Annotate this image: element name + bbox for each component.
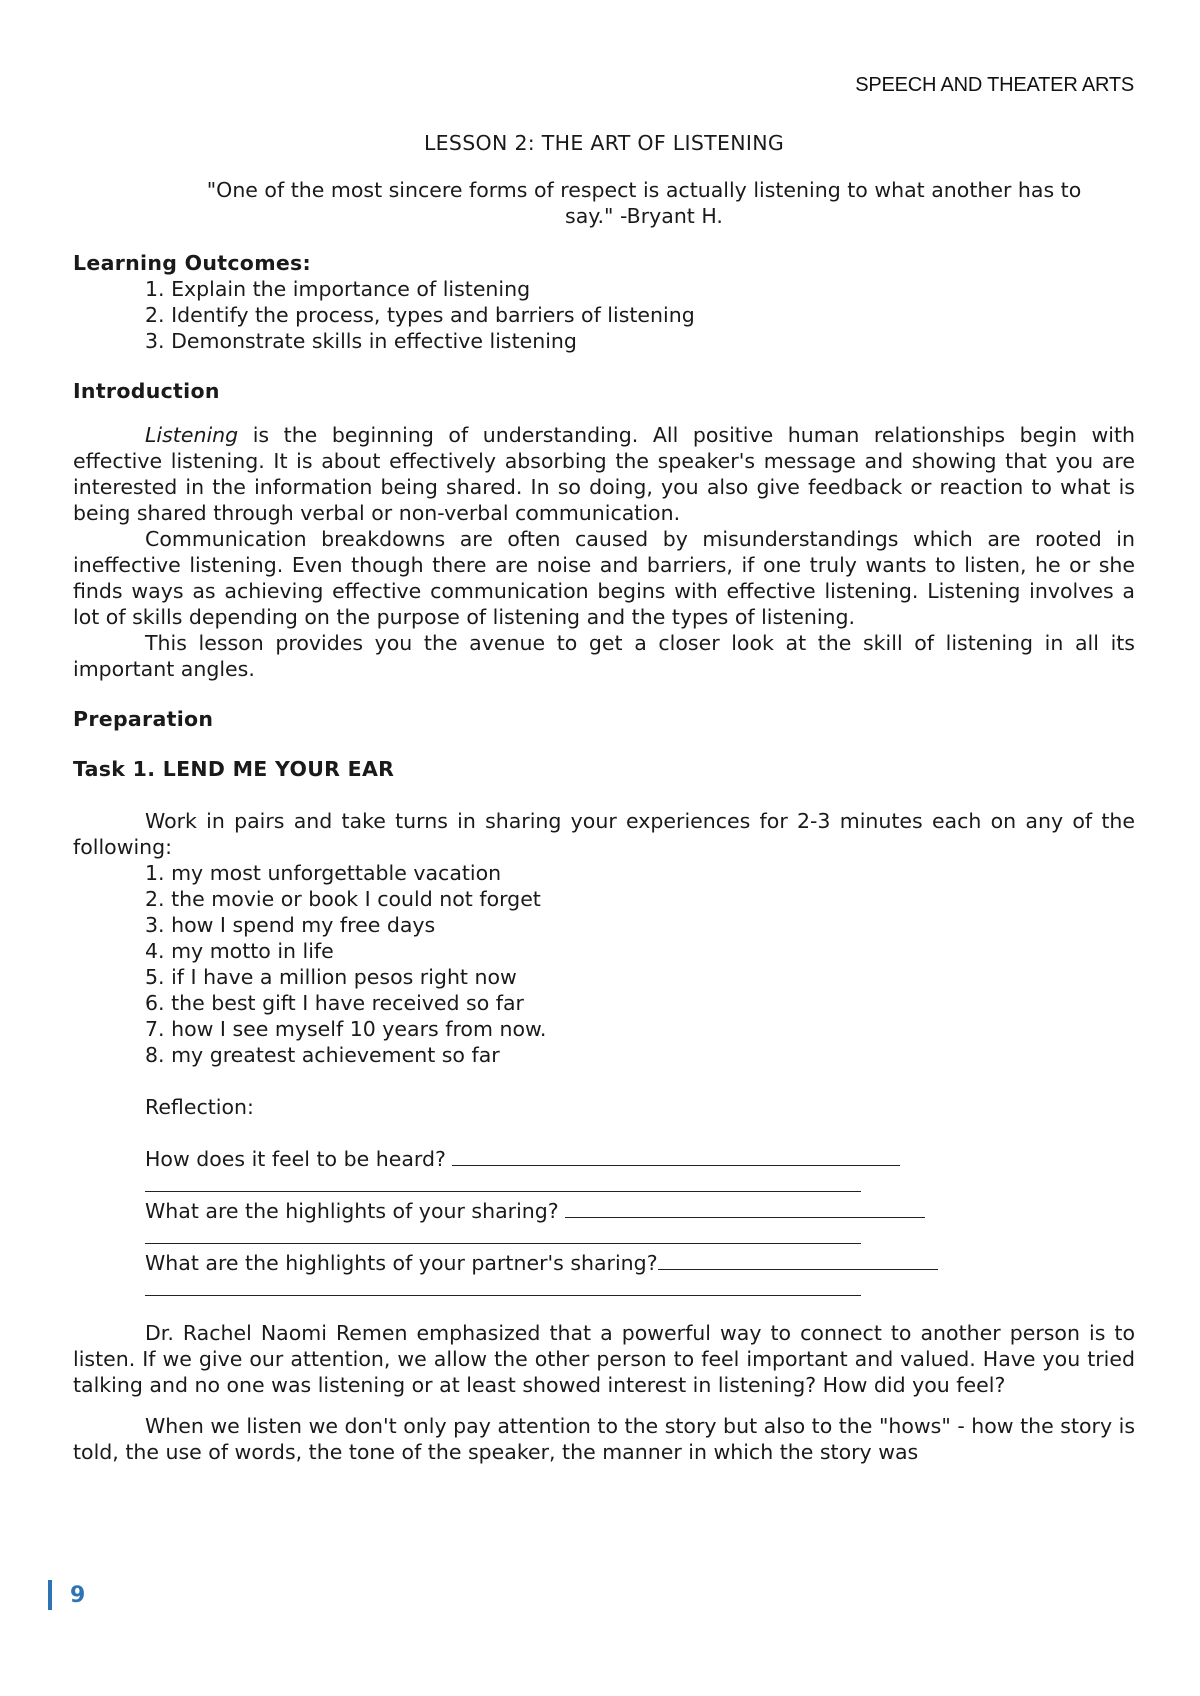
task-heading: Task 1. LEND ME YOUR EAR: [73, 757, 395, 781]
list-item: 2. the movie or book I could not forget: [145, 887, 541, 911]
preparation-heading: Preparation: [73, 707, 214, 731]
answer-blank[interactable]: [565, 1198, 925, 1218]
page-footer: [48, 1580, 85, 1610]
list-item: 8. my greatest achievement so far: [145, 1043, 500, 1067]
page-number: 9: [70, 1582, 86, 1608]
list-item: 3. Demonstrate skills in effective listening: [145, 329, 577, 353]
learning-outcomes-list: [73, 276, 1135, 354]
list-item: 7. how I see myself 10 years from now.: [145, 1017, 547, 1041]
page-content: [73, 130, 1135, 1465]
introduction-heading: Introduction: [73, 379, 220, 403]
answer-line[interactable]: [145, 1274, 861, 1296]
answer-blank[interactable]: [658, 1250, 938, 1270]
intro-paragraph: [73, 422, 1135, 526]
list-item: 4. my motto in life: [145, 939, 334, 963]
intro-paragraph: This lesson provides you the avenue to get a closer look at the skill of listening in all its important angles.: [73, 631, 1135, 681]
reflection-question: [145, 1146, 1135, 1172]
answer-line[interactable]: [145, 1222, 861, 1244]
answer-line[interactable]: [145, 1170, 861, 1192]
question-text: What are the highlights of your partner's sharing?: [145, 1251, 658, 1275]
body-paragraph: Dr. Rachel Naomi Remen emphasized that a powerful way to connect to another person is to listen. If we give our attention, we allow the other person to feel important and valued. Have you tried talking and no one was listening or at least showed interest in listening? How did you feel?: [73, 1321, 1135, 1397]
learning-outcomes-heading: Learning Outcomes:: [73, 251, 312, 275]
list-item: 2. Identify the process, types and barriers of listening: [145, 303, 695, 327]
question-text: What are the highlights of your sharing?: [145, 1199, 559, 1223]
task-instructions: Work in pairs and take turns in sharing your experiences for 2-3 minutes each on any of the following:: [73, 809, 1135, 859]
list-item: 3. how I spend my free days: [145, 913, 436, 937]
intro-paragraph-text: is the beginning of understanding. All positive human relationships begin with effective listening. It is about effectively absorbing the speaker's message and showing that you are interested in the information being shared. In so doing, you also give feedback or reaction to what is being shared through verbal or non-verbal communication.: [73, 423, 1135, 525]
reflection-block: [73, 1094, 1135, 1296]
list-item: 6. the best gift I have received so far: [145, 991, 524, 1015]
answer-blank[interactable]: [452, 1146, 900, 1166]
epigraph-quote: [73, 177, 1135, 229]
list-item: 5. if I have a million pesos right now: [145, 965, 517, 989]
intro-paragraph: Communication breakdowns are often caused by misunderstandings which are rooted in ineffective listening. Even though there are noise and barriers, if one truly wants to listen, he or she finds ways as achieving effective communication begins with effective listening. Listening involves a lot of skills depending on the purpose of listening and the types of listening.: [73, 527, 1135, 629]
quote-line: "One of the most sincere forms of respect is actually listening to what another has to: [206, 178, 1082, 202]
task-topics-list: [73, 860, 1135, 1068]
quote-line: say." -Bryant H.: [565, 204, 723, 228]
reflection-question: [145, 1250, 1135, 1276]
list-item: 1. Explain the importance of listening: [145, 277, 531, 301]
body-paragraph: When we listen we don't only pay attention to the story but also to the "hows" - how the story is told, the use of words, the tone of the speaker, the manner in which the story was: [73, 1414, 1135, 1464]
running-header: SPEECH AND THEATER ARTS: [855, 74, 1134, 96]
question-text: How does it feel to be heard?: [145, 1147, 446, 1171]
footer-accent-bar: [48, 1580, 52, 1610]
reflection-question: [145, 1198, 1135, 1224]
reflection-label: Reflection:: [145, 1095, 254, 1119]
lesson-title: LESSON 2: THE ART OF LISTENING: [423, 131, 785, 155]
list-item: 1. my most unforgettable vacation: [145, 861, 502, 885]
italic-term: Listening: [145, 423, 239, 447]
